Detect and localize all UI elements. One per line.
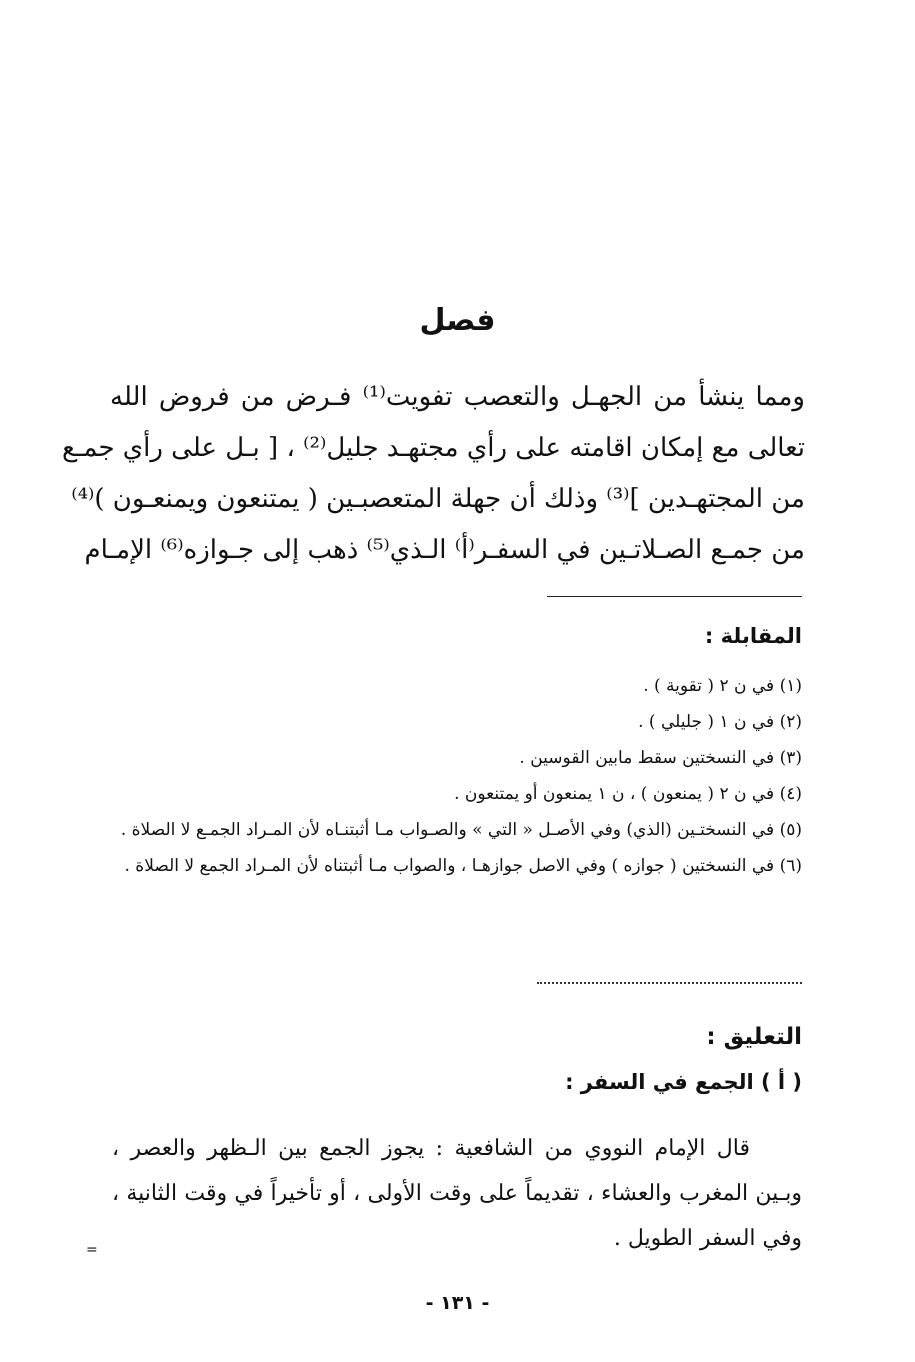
note-item: (٣) في النسختين سقط مابين القوسين . [519,748,802,768]
body-line: من المجتهـدين ]⁽³⁾ وذلك أن جهلة المتعصبـين ( يمتنعون ويمنعـون )⁽⁴⁾ [71,484,805,514]
note-item: (٤) في ن ٢ ( يمنعون ) ، ن ١ يمنعون أو يمتنعون . [454,784,802,804]
comparison-notes [112,668,802,884]
main-paragraph [61,372,805,576]
note-item: (٢) في ن ١ ( جليلي ) . [638,712,802,732]
commentary-paragraph: قال الإمام النووي من الشافعية : يجوز الجمع بين الـظهر والعصر ، وبـين المغرب والعشاء ، تقديماً على وقت الأولى ، أو تأخيراً في وقت الثانية ، وفي السفر الطويل . [112,1136,802,1251]
commentary-subheading: ( أ ) الجمع في السفر : [565,1070,802,1094]
commentary-heading: التعليق : [706,1024,802,1050]
dotted-divider [537,982,802,990]
chapter-heading: فصل [419,303,496,338]
comparison-heading: المقابلة : [704,624,802,648]
body-line: من جمـع الصـلاتـين في السفـر⁽أ⁾ الـذي⁽⁵⁾ ذهب إلى جـوازه⁽⁶⁾ الإمـام [84,535,805,565]
body-line: تعالى مع إمكان اقامته على رأي مجتهـد جليل⁽²⁾ ، [ بـل على رأي جمـع [61,433,805,463]
body-line: ومما ينشأ من الجهـل والتعصب تفويت⁽¹⁾ فـرض من فروض الله [110,382,805,412]
note-item: (٥) في النسختـين (الذي) وفي الأصـل « التي » والصـواب مـا أثبتنـاه لأن المـراد الجمـع لا الصلاة . [120,820,802,840]
note-item: (١) في ن ٢ ( تقوية ) . [643,676,802,696]
margin-mark: = [86,1242,98,1258]
page-number: - ١٣١ - [425,1292,490,1314]
note-item: (٦) في النسختين ( جوازه ) وفي الاصل جوازهـا ، والصواب مـا أثبتناه لأن المـراد الجمع لا الصلاة . [124,856,802,876]
footnote-divider [547,596,802,597]
